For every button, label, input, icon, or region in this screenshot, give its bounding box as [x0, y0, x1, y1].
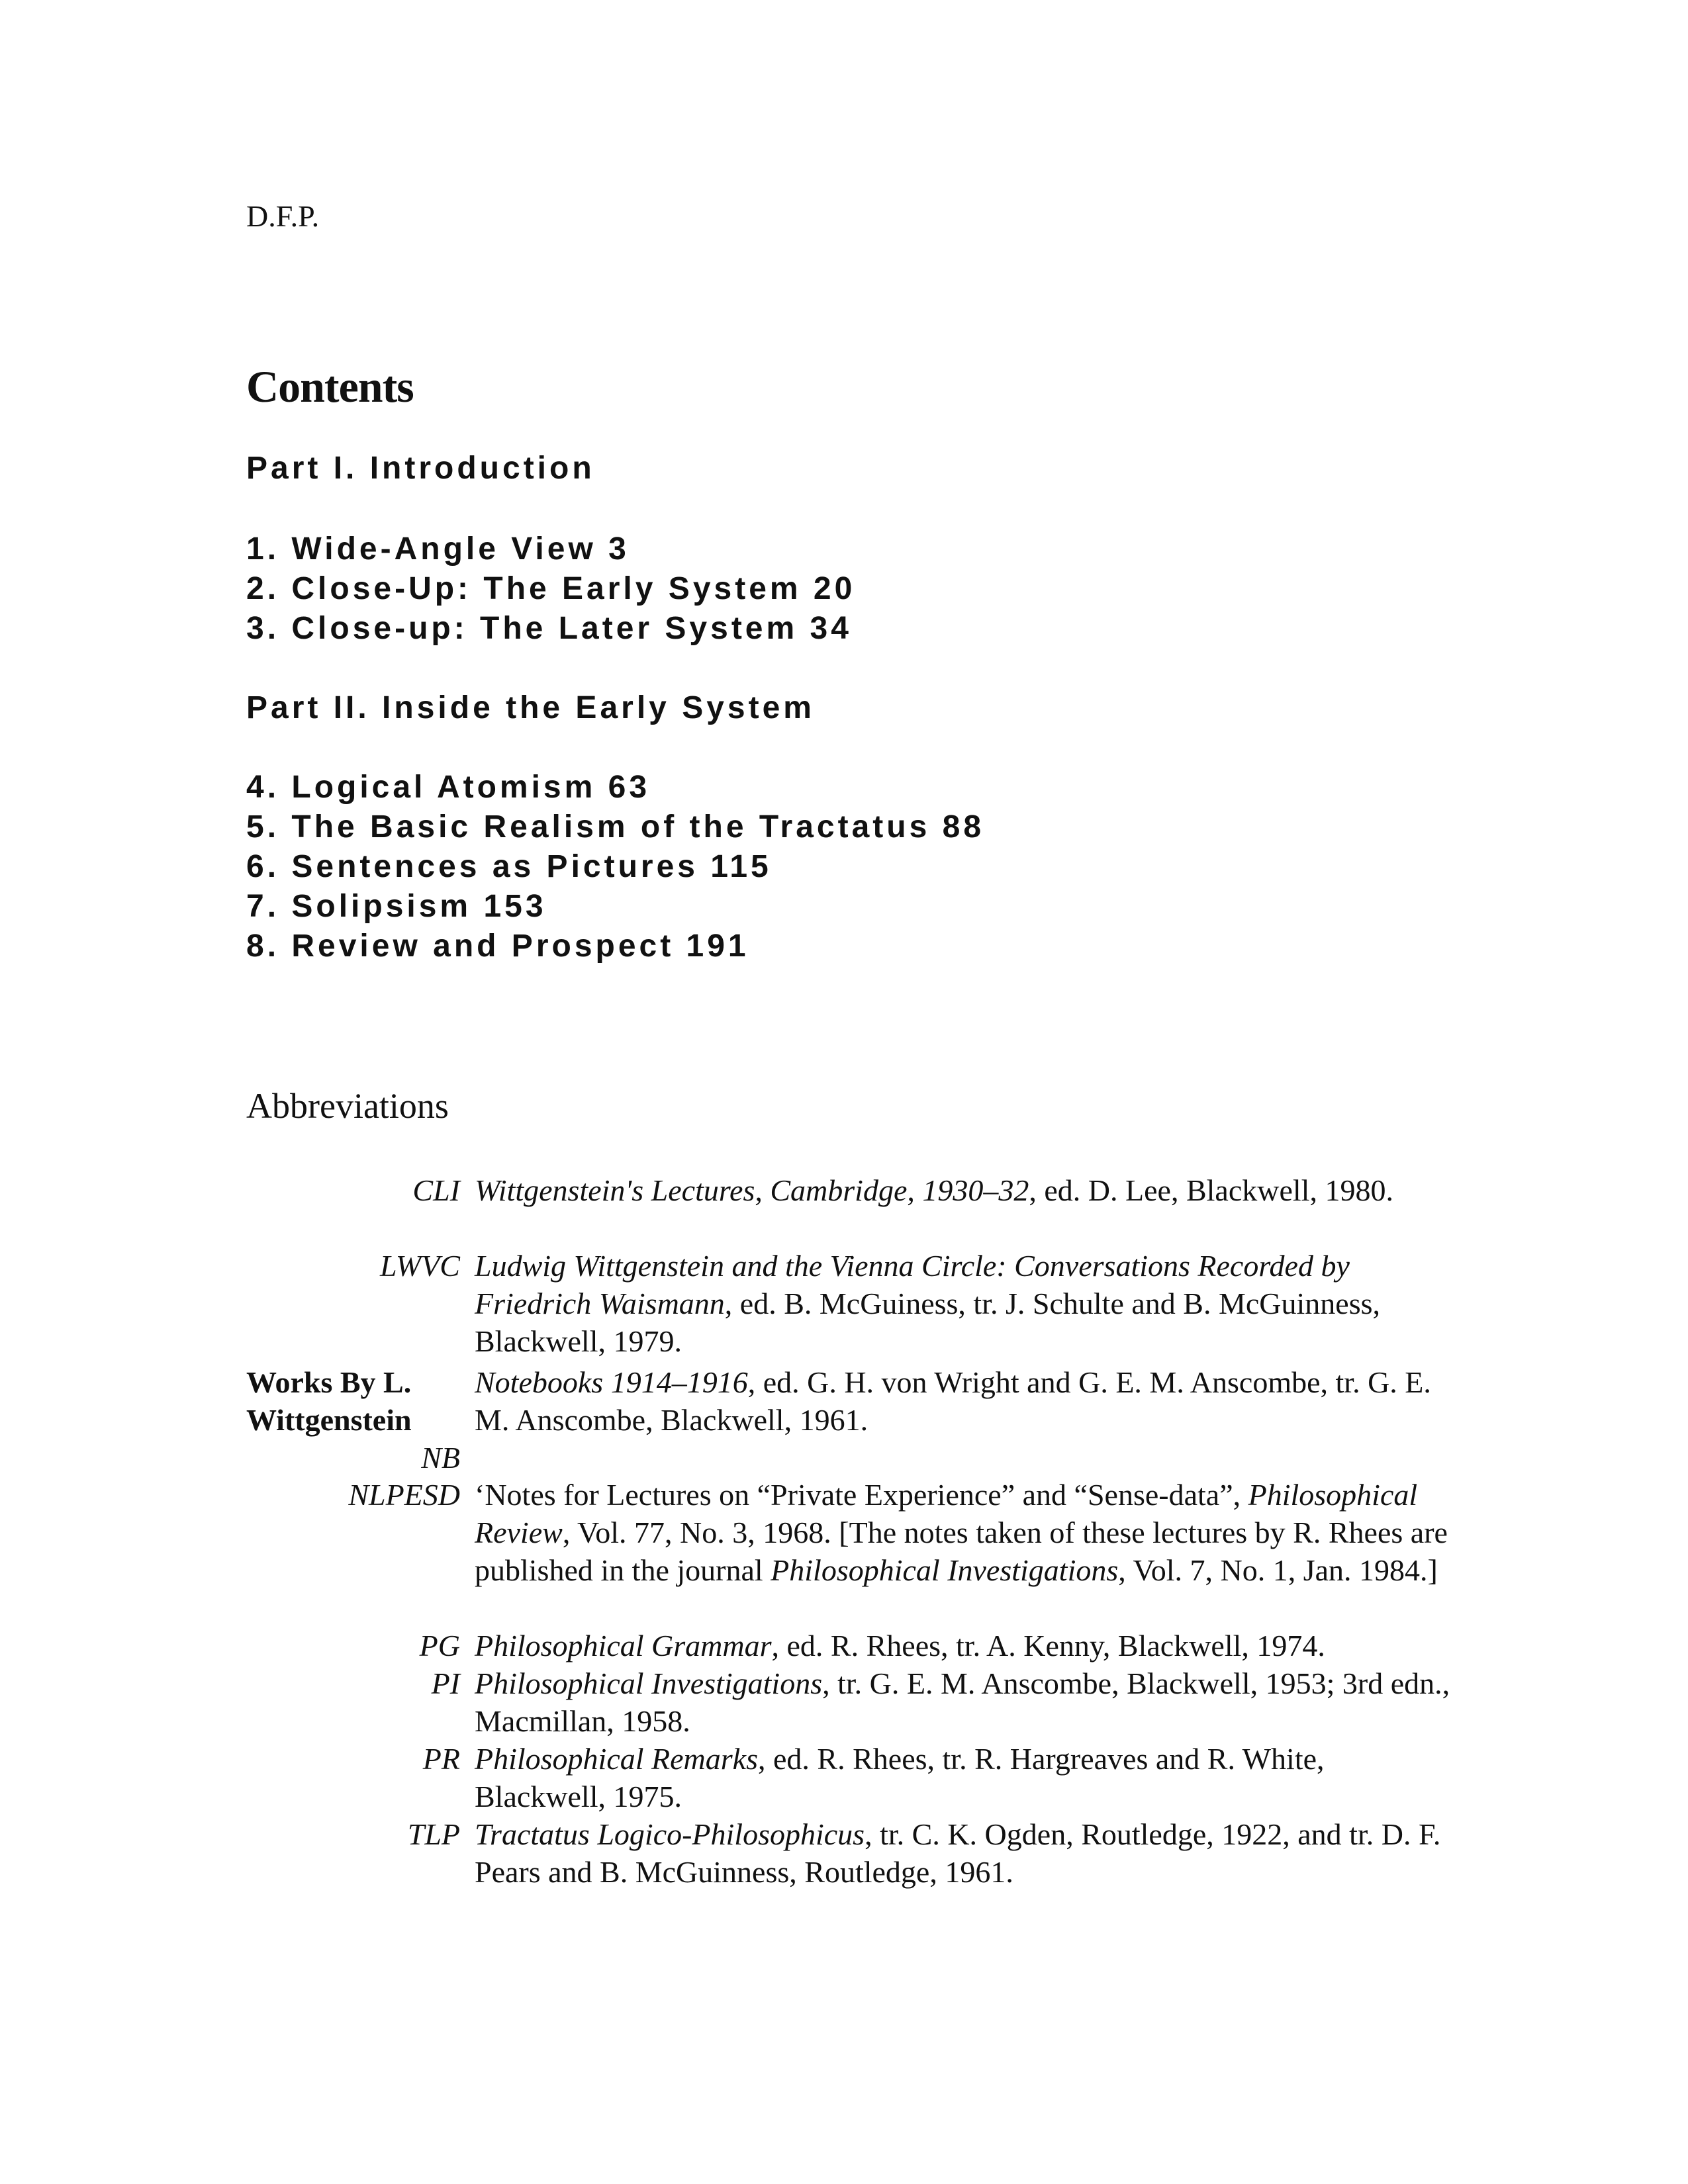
work-title: Philosophical Grammar	[475, 1629, 772, 1662]
work-title: Ludwig Wittgenstein and the Vienna Circle: Conversations Recorded by Friedrich Waismann	[475, 1249, 1350, 1320]
toc-entry[interactable]: 4. Logical Atomism 63	[246, 770, 651, 805]
abbr-description	[475, 1171, 1454, 1209]
abbr-code: CLI	[412, 1173, 460, 1207]
abbr-code: TLP	[407, 1817, 460, 1851]
toc-entry[interactable]: 5. The Basic Realism of the Tractatus 88	[246, 809, 985, 844]
abbr-code: NB	[421, 1441, 460, 1475]
contents-heading: Contents	[246, 361, 414, 412]
work-title: Philosophical Investigations	[771, 1553, 1119, 1587]
abbr-description	[475, 1627, 1454, 1664]
work-title: Philosophical Remarks	[475, 1742, 758, 1776]
author-initials: D.F.P.	[246, 199, 320, 233]
abbr-code: LWVC	[380, 1249, 460, 1283]
work-details: , ed. D. Lee, Blackwell, 1980.	[1029, 1173, 1393, 1207]
works-by-label: Works By L. Wittgenstein	[246, 1365, 412, 1437]
abbr-description	[475, 1247, 1454, 1360]
abbr-description	[475, 1363, 1454, 1439]
work-details: , ed. G. H. von Wright and G. E. M. Anscombe, tr. G. E. M. Anscombe, Blackwell, 1961.	[475, 1365, 1431, 1437]
work-details: , ed. B. McGuiness, tr. J. Schulte and B. McGuinness, Blackwell, 1979.	[475, 1287, 1381, 1358]
work-title: Tractatus Logico-Philosophicus	[475, 1817, 865, 1851]
toc-entry[interactable]: 7. Solipsism 153	[246, 889, 547, 924]
toc-entry[interactable]: 6. Sentences as Pictures 115	[246, 849, 772, 884]
abbreviations-heading: Abbreviations	[246, 1086, 449, 1126]
abbr-code: NLPESD	[348, 1478, 460, 1512]
abbr-description	[475, 1664, 1454, 1740]
work-title: Philosophical Review	[475, 1478, 1418, 1549]
work-details: , tr. C. K. Ogden, Routledge, 1922, and tr. D. F. Pears and B. McGuinness, Routledge, 1961.	[475, 1817, 1441, 1889]
part-heading-1: Part I. Introduction	[246, 451, 595, 486]
toc-entry[interactable]: 1. Wide-Angle View 3	[246, 531, 630, 567]
work-mid: , Vol. 77, No. 3, 1968. [The notes taken of these lectures by R. Rhees are published in the journal	[475, 1516, 1448, 1587]
abbr-code: PG	[419, 1629, 460, 1662]
work-pre: ‘Notes for Lectures on “Private Experience” and “Sense-data”,	[475, 1478, 1248, 1512]
toc-entry[interactable]: 3. Close-up: The Later System 34	[246, 611, 852, 646]
abbr-code: PI	[431, 1666, 460, 1700]
work-title: Wittgenstein's Lectures, Cambridge, 1930–32	[475, 1173, 1029, 1207]
work-title: Philosophical Investigations	[475, 1666, 823, 1700]
part-heading-2: Part II. Inside the Early System	[246, 690, 815, 725]
work-details: , tr. G. E. M. Anscombe, Blackwell, 1953; 3rd edn., Macmillan, 1958.	[475, 1666, 1450, 1738]
work-details: , Vol. 7, No. 1, Jan. 1984.]	[1118, 1553, 1438, 1587]
abbr-description	[475, 1476, 1454, 1589]
work-details: , ed. R. Rhees, tr. R. Hargreaves and R. White, Blackwell, 1975.	[475, 1742, 1325, 1813]
abbr-description	[475, 1815, 1454, 1891]
work-title: Notebooks 1914–1916	[475, 1365, 748, 1399]
toc-entry[interactable]: 2. Close-Up: The Early System 20	[246, 571, 856, 606]
abbr-code: PR	[422, 1742, 460, 1776]
toc-entry[interactable]: 8. Review and Prospect 191	[246, 929, 749, 964]
abbr-description	[475, 1740, 1454, 1815]
work-details: , ed. R. Rhees, tr. A. Kenny, Blackwell, 1974.	[771, 1629, 1325, 1662]
